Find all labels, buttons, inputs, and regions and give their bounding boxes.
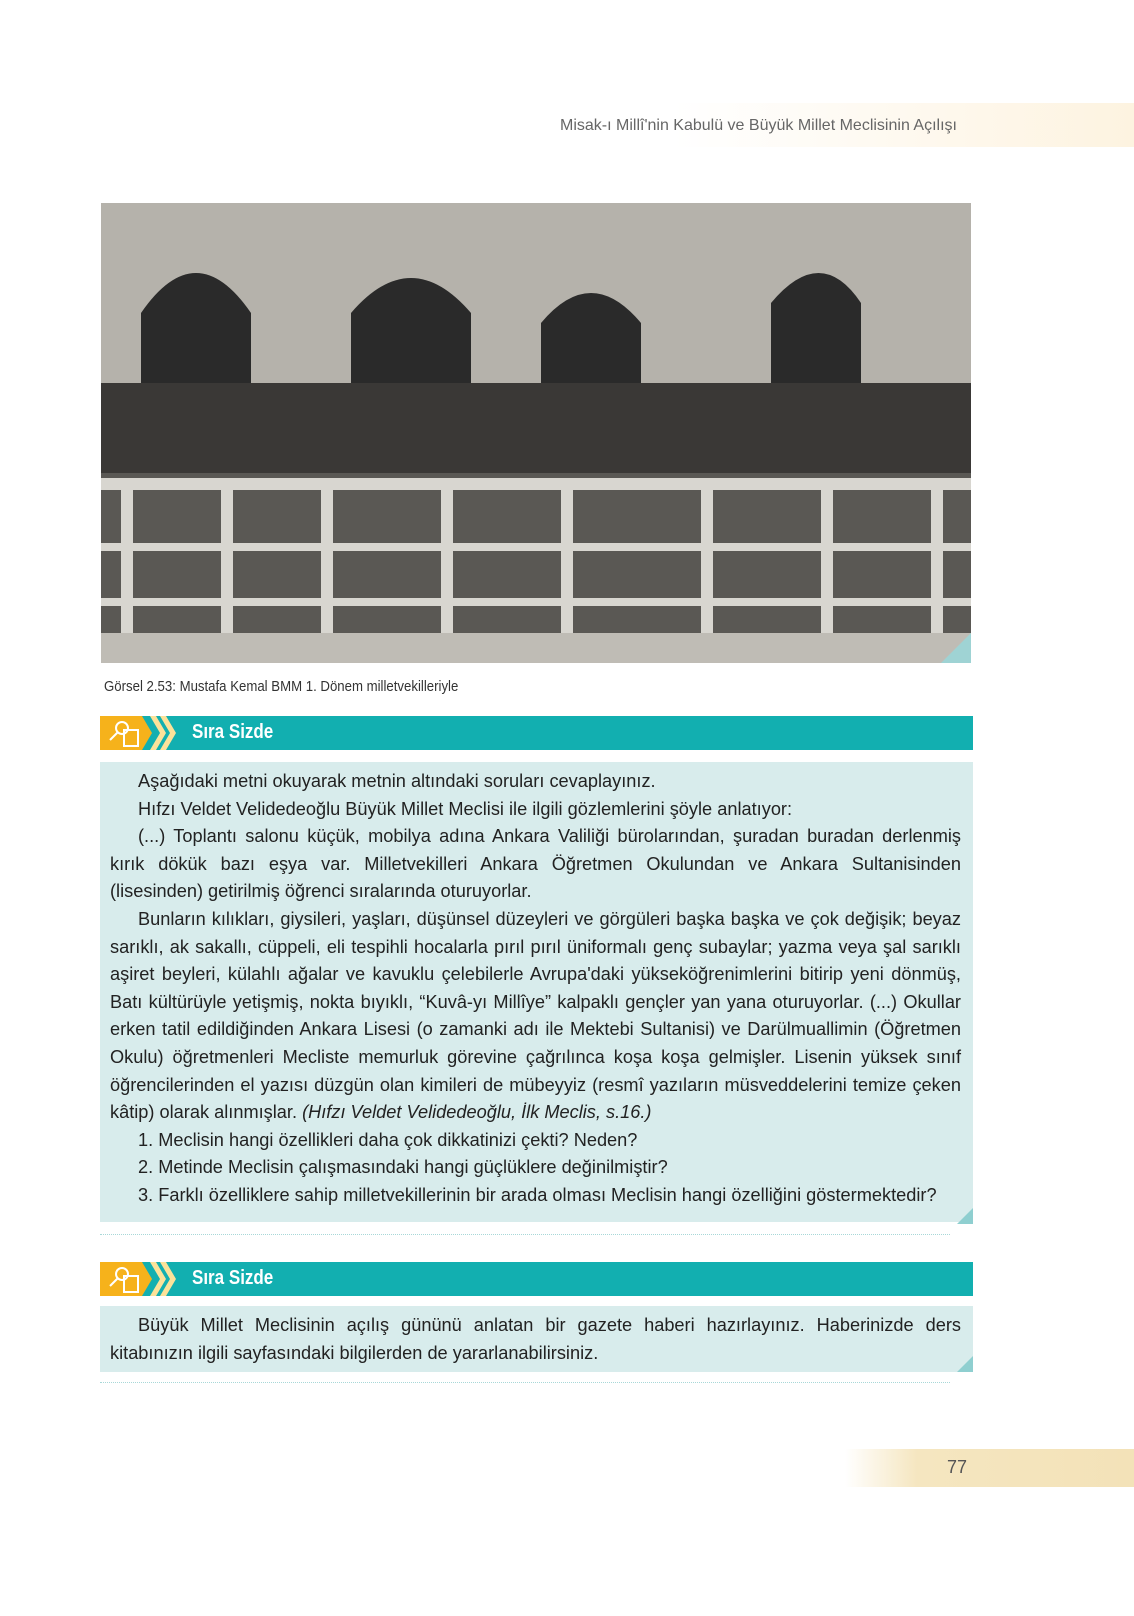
quote-paragraph — [110, 906, 961, 1127]
activity-header-1 — [100, 716, 973, 750]
quote-text: Bunların kılıkları, giysileri, yaşları, düşünsel düzeyleri ve görgüleri başka başka ve çok değişik; beyaz sarıklı, ak sakallı, cüppeli, eli tespihli hocalarla pırıl pırıl üniformalı genç subaylar; yazma veya şal sarıklı aşiret beyleri, külahlı ağalar ve kavuklu çelebilerle Avrupa'daki yükseköğrenimlerini bitirip yeni dönmüş, Batı kültürüyle yetişmiş, nokta bıyıklı, “Kuvâ-yı Millîye” kalpaklı gençler yan yana oturuyorlar. (...) Okullar erken tatil edildiğinden Ankara Lisesi (o zamanki adı ile Mektebi Sultanisi) ve Darülmuallimin (Öğretmen Okulu) öğretmenleri Mecliste memurluk görevine çağrılınca koşa koşa gelmişler. Lisenin yüksek sınıf öğrencilerinden el yazısı düzgün olan kimileri de mübeyyiz (resmî yazıların müsveddelerini temize çeken kâtip) olarak alınmışlar. — [110, 908, 961, 1123]
question: 2. Metinde Meclisin çalışmasındaki hangi güçlüklere değinilmiştir? — [138, 1157, 668, 1178]
quote-paragraph: (...) Toplantı salonu küçük, mobilya adına Ankara Valiliği bürolarından, şuradan buradan derlenmiş kırık dökük bazı eşya var. Milletvekilleri Ankara Öğretmen Okulundan ve Ankara Sultanisinden (lisesinden) getirilmiş öğrenci sıralarında oturuyorlar. — [110, 826, 961, 902]
historical-photo — [101, 203, 971, 663]
question: 3. Farklı özelliklere sahip milletvekillerinin bir arada olması Meclisin hangi özelliğini göstermektedir? — [138, 1184, 937, 1205]
page-footer — [845, 1449, 1134, 1487]
corner-decoration — [957, 1208, 973, 1224]
activity-header-2 — [100, 1262, 973, 1296]
citation: (Hıfzı Veldet Velidedeoğlu, İlk Meclis, s.16.) — [302, 1102, 652, 1123]
figure-caption: Görsel 2.53: Mustafa Kemal BMM 1. Dönem milletvekilleriyle — [104, 678, 459, 695]
page-number: 77 — [947, 1457, 968, 1477]
research-icon — [100, 1262, 180, 1296]
question: 1. Meclisin hangi özellikleri daha çok dikkatinizi çekti? Neden? — [138, 1129, 638, 1150]
instruction: Aşağıdaki metni okuyarak metnin altındaki soruları cevaplayınız. — [138, 771, 656, 791]
activity-title: Sıra Sizde — [192, 1267, 274, 1289]
activity-text: Büyük Millet Meclisinin açılış gününü anlatan bir gazete haberi hazırlayınız. Haberinizde ders kitabınızın ilgili sayfasındaki bilgilerden de yararlanabilirsiniz. — [110, 1315, 961, 1363]
corner-decoration — [957, 1356, 973, 1372]
divider — [100, 1234, 950, 1235]
divider — [100, 1382, 950, 1383]
activity-content-1 — [100, 762, 973, 1222]
activity-content-2 — [100, 1306, 973, 1372]
intro: Hıfzı Veldet Velidedeoğlu Büyük Millet Meclisi ile ilgili gözlemlerini şöyle anlatıyor: — [138, 798, 793, 819]
research-icon — [100, 716, 180, 750]
chapter-title: Misak-ı Millî'nin Kabulü ve Büyük Millet Meclisinin Açılışı — [560, 117, 957, 134]
chapter-header — [520, 103, 1134, 147]
activity-title: Sıra Sizde — [192, 721, 274, 743]
